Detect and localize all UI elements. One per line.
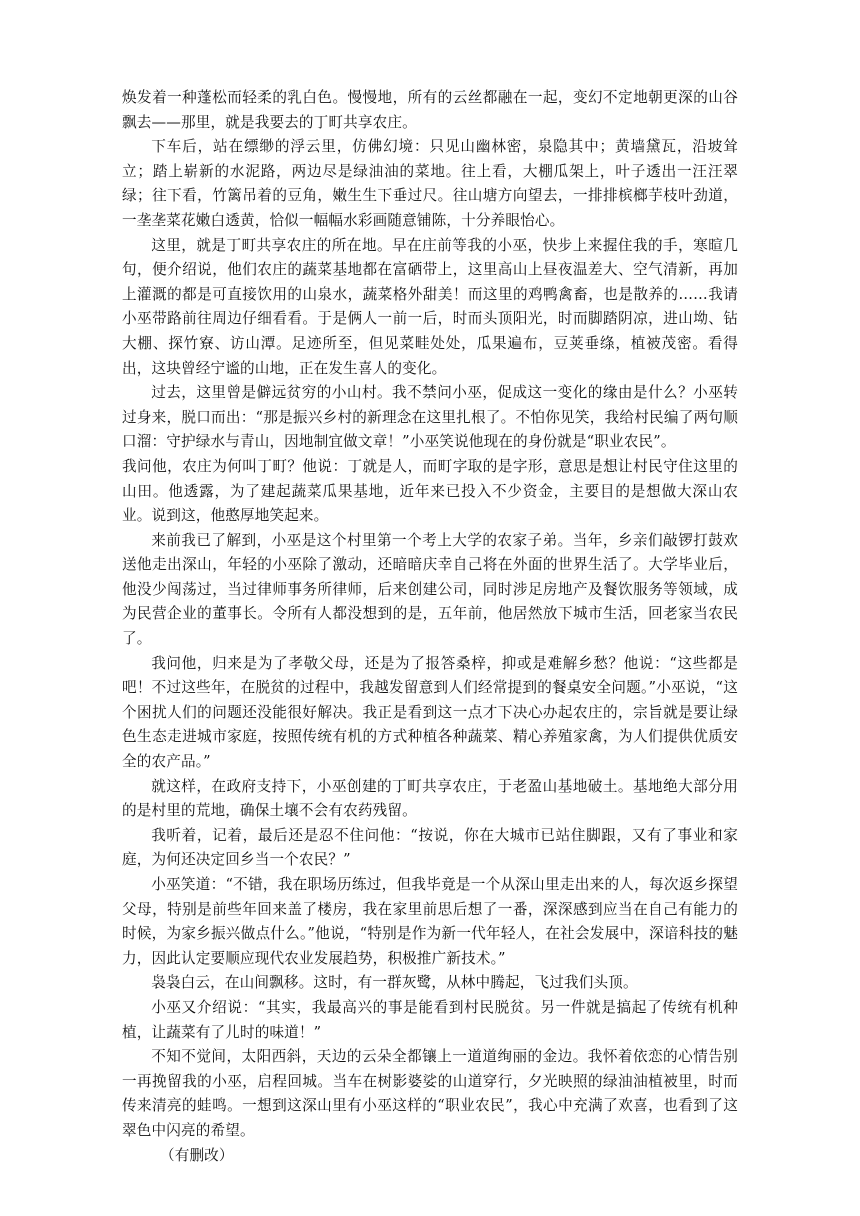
article-paragraph-8: 就这样，在政府支持下，小巫创建的丁町共享农庄，于老盈山基地破土。基地绝大部分用的是村里的荒地，确保土壤不会有农药残留。 [122, 777, 738, 820]
article-body [122, 86, 738, 1168]
article-paragraph-3: 这里，就是丁町共享农庄的所在地。早在庄前等我的小巫，快步上来握住我的手，寒暄几句，便介绍说，他们农庄的蔬菜基地都在富硒带上，这里高山上昼夜温差大、空气清新，再加上灌溉的都是可直接饮用的山泉水，蔬菜格外甜美！而这里的鸡鸭禽畜，也是散养的……我请小巫带路前往周边仔细看看。于是俩人一前一后，时而头顶阳光，时而脚踏阴凉，进山坳、钻大棚、探竹寮、访山潭。足迹所至，但见菜畦处处，瓜果遍布，豆荚垂绦，植被茂密。看得出，这块曾经宁谧的山地，正在发生喜人的变化。 [122, 236, 738, 377]
revision-note: （有删改） [159, 1146, 234, 1164]
article-paragraph-11: 袅袅白云，在山间飘移。这时，有一群灰鹭，从林中腾起，飞过我们头顶。 [151, 974, 638, 992]
article-paragraph-6: 来前我已了解到，小巫是这个村里第一个考上大学的农家子弟。当年，乡亲们敲锣打鼓欢送他走出深山，年轻的小巫除了激动，还暗暗庆幸自己将在外面的世界生活了。大学毕业后，他没少闯荡过，当过律师事务所律师，后来创建公司，同时涉足房地产及餐饮服务等领域，成为民营企业的董事长。令所有人都没想到的是，五年前，他居然放下城市生活，回老家当农民了。 [122, 531, 738, 648]
article-paragraph-4: 过去，这里曾是僻远贫穷的小山村。我不禁问小巫，促成这一变化的缘由是什么？小巫转过身来，脱口而出：“那是振兴乡村的新理念在这里扎根了。不怕你见笑，我给村民编了两句顺口溜：守护绿水与青山，因地制宜做文章！”小巫笑说他现在的身份就是“职业农民”。 [122, 384, 738, 451]
article-paragraph-13: 不知不觉间，太阳西斜，天边的云朵全都镶上一道道绚丽的金边。我怀着依恋的心情告别一再挽留我的小巫，启程回城。当车在树影婆娑的山道穿行，夕光映照的绿油油植被里，时而传来清亮的蛙鸣。一想到这深山里有小巫这样的“职业农民”，我心中充满了欢喜，也看到了这翠色中闪亮的希望。 [122, 1048, 738, 1139]
article-paragraph-5: 我问他，农庄为何叫丁町？他说：丁就是人，而町字取的是字形，意思是想让村民守住这里的山田。他透露，为了建起蔬菜瓜果基地，近年来已投入不少资金，主要目的是想做大深山农业。说到这，他憨厚地笑起来。 [122, 457, 738, 525]
article-paragraph-12: 小巫又介绍说：“其实，我最高兴的事是能看到村民脱贫。另一件就是搞起了传统有机种植，让蔬菜有了儿时的味道！” [122, 998, 738, 1041]
article-paragraph-2: 下车后，站在缥缈的浮云里，仿佛幻境：只见山幽林密，泉隐其中；黄墙黛瓦，沿坡耸立；踏上崭新的水泥路，两边尽是绿油油的菜地。往上看，大棚瓜架上，叶子透出一汪汪翠绿；往下看，竹篱吊着的豆角，嫩生生下垂过尺。往山塘方向望去，一排排槟榔芋枝叶劲道，一垄垄菜花嫩白透黄，恰似一幅幅水彩画随意铺陈，十分养眼怡心。 [122, 138, 738, 229]
article-paragraph-10: 小巫笑道：“不错，我在职场历练过，但我毕竟是一个从深山里走出来的人，每次返乡探望父母，特别是前些年回来盖了楼房，我在家里前思后想了一番，深深感到应当在自己有能力的时候，为家乡振兴做点什么。”他说，“特别是作为新一代年轻人，在社会发展中，深谙科技的魅力，因此认定要顺应现代农业发展趋势，积极推广新技术。” [122, 876, 738, 967]
article-paragraph-9: 我听着，记着，最后还是忍不住问他：“按说，你在大城市已站住脚跟，又有了事业和家庭，为何还决定回乡当一个农民？” [122, 826, 738, 869]
article-paragraph-7: 我问他，归来是为了孝敬父母，还是为了报答桑梓，抑或是难解乡愁？他说：“这些都是吧！不过这些年，在脱贫的过程中，我越发留意到人们经常提到的餐桌安全问题。”小巫说，“这个困扰人们的问题还没能很好解决。我正是看到这一点才下决心办起农庄的，宗旨就是要让绿色生态走进城市家庭，按照传统有机的方式种植各种蔬菜、精心养殖家禽，为人们提供优质安全的农产品。” [122, 654, 738, 771]
article-paragraph-1: 焕发着一种蓬松而轻柔的乳白色。慢慢地，所有的云丝都融在一起，变幻不定地朝更深的山谷飘去——那里，就是我要去的丁町共享农庄。 [122, 89, 738, 131]
